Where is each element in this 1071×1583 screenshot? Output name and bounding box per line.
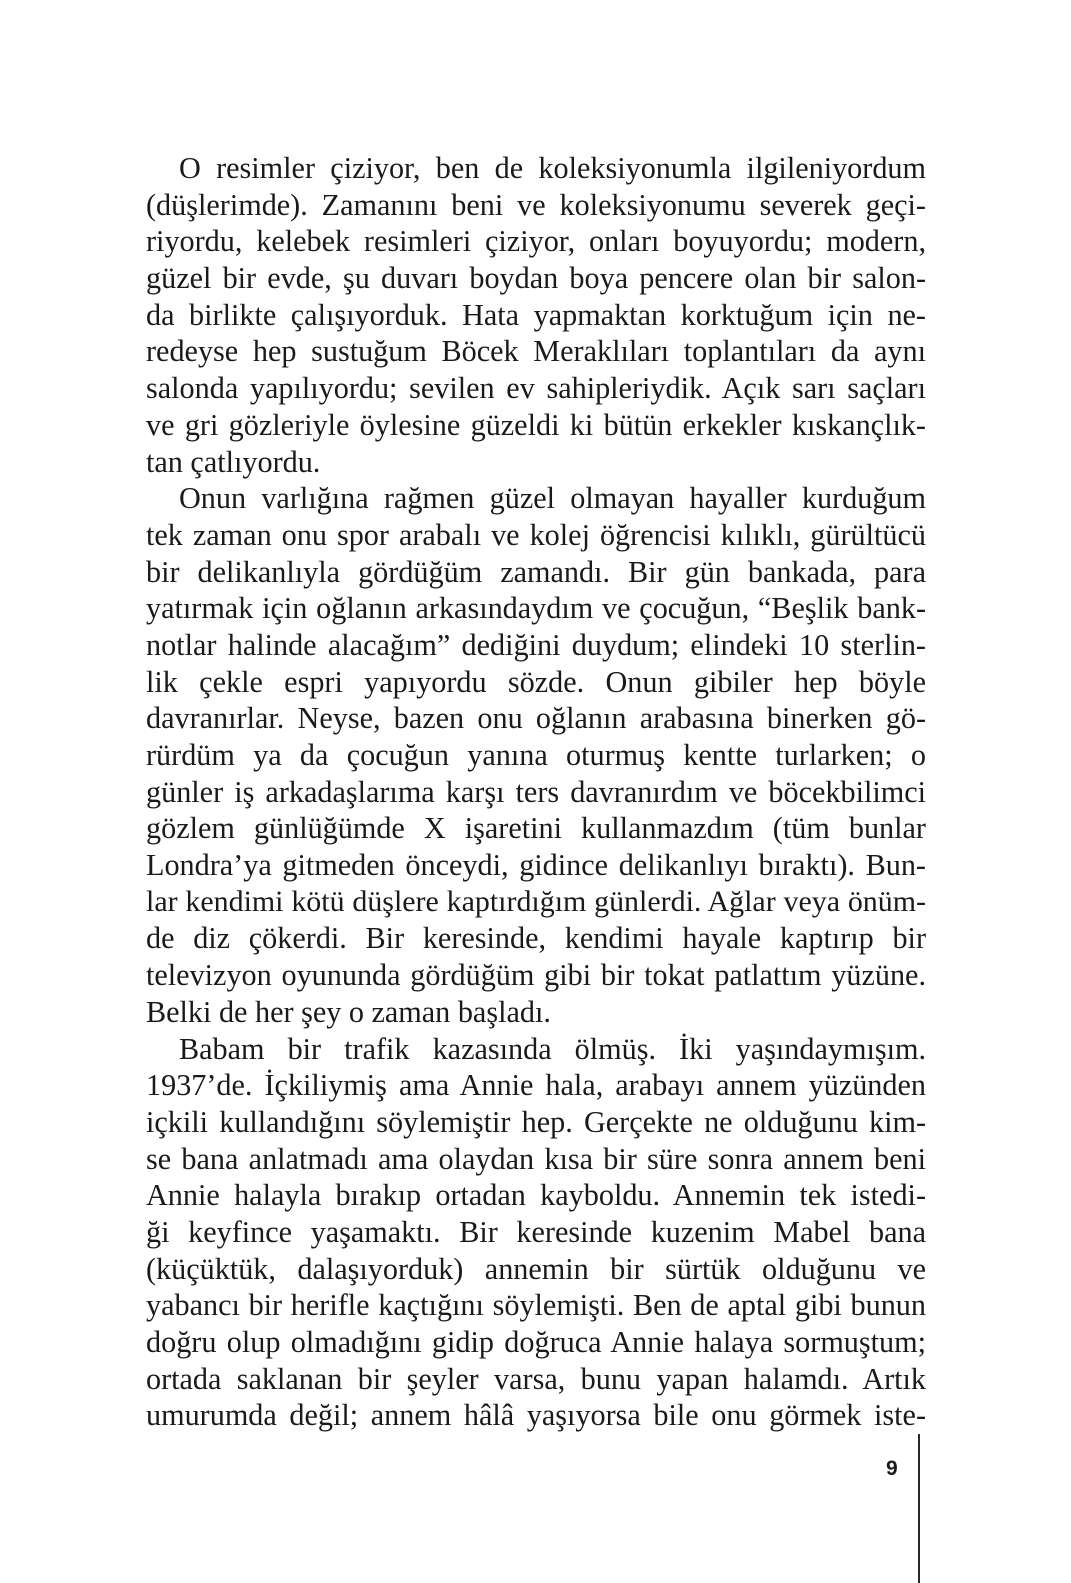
text-line: lik çekle espri yapıyordu sözde. Onun gibiler hep böyle: [146, 664, 926, 699]
text-line: Annie halayla bırakıp ortadan kayboldu. Annemin tek istedi-: [146, 1178, 926, 1213]
text-line: yabancı bir herifle kaçtığını söylemişti. Ben de aptal gibi bunun: [146, 1288, 926, 1323]
text-line: yatırmak için oğlanın arkasındaydım ve çocuğun, “Beşlik bank-: [146, 591, 926, 626]
text-line: ği keyfince yaşamaktı. Bir keresinde kuzenim Mabel bana: [146, 1214, 926, 1249]
text-line: bir delikanlıyla gördüğüm zamandı. Bir gün bankada, para: [146, 554, 926, 589]
text-line: davranırlar. Neyse, bazen onu oğlanın arabasına binerken gö-: [146, 701, 926, 736]
text-line: Londra’ya gitmeden önceydi, gidince delikanlıyı bıraktı). Bun-: [146, 848, 926, 883]
text-line: ortada saklanan bir şeyler varsa, bunu yapan halamdı. Artık: [146, 1361, 926, 1396]
text-line: tek zaman onu spor arabalı ve kolej öğrencisi kılıklı, gürültücü: [146, 517, 926, 552]
paragraph-2: [146, 480, 926, 1030]
text-line: ve gri gözleriyle öylesine güzeldi ki bütün erkekler kıskançlık-: [146, 407, 926, 442]
text-line: de diz çökerdi. Bir keresinde, kendimi hayale kaptırıp bir: [146, 921, 926, 956]
text-line: Babam bir trafik kazasında ölmüş. İki yaşındaymışım.: [179, 1031, 926, 1066]
text-line: lar kendimi kötü düşlere kaptırdığım günlerdi. Ağlar veya önüm-: [146, 884, 926, 918]
text-line: (düşlerimde). Zamanını beni ve koleksiyonumu severek geçi-: [146, 187, 926, 222]
text-line: salonda yapılıyordu; sevilen ev sahipleriydik. Açık sarı saçları: [146, 371, 926, 406]
page-number: 9: [886, 1457, 898, 1480]
text-line: notlar halinde alacağım” dediğini duydum; elindeki 10 sterlin-: [146, 627, 926, 662]
text-line: günler iş arkadaşlarıma karşı ters davranırdım ve böcekbilimci: [146, 774, 926, 809]
text-line: içkili kullandığını söylemiştir hep. Gerçekte ne olduğunu kim-: [146, 1104, 926, 1139]
page-body: [146, 150, 926, 1434]
text-line: se bana anlatmadı ama olaydan kısa bir süre sonra annem beni: [146, 1141, 926, 1176]
text-line: güzel bir evde, şu duvarı boydan boya pencere olan bir salon-: [146, 261, 926, 296]
text-line: tan çatlıyordu.: [146, 444, 321, 479]
text-line: redeyse hep sustuğum Böcek Meraklıları toplantıları da aynı: [146, 334, 926, 369]
text-line: Onun varlığına rağmen güzel olmayan hayaller kurduğum: [179, 481, 926, 516]
margin-rule: [918, 1434, 920, 1583]
text-line: 1937’de. İçkiliymiş ama Annie hala, arabayı annem yüzünden: [146, 1068, 926, 1103]
text-line: da birlikte çalışıyorduk. Hata yapmaktan korktuğum için ne-: [146, 297, 926, 332]
text-line: riyordu, kelebek resimleri çiziyor, onları boyuyordu; modern,: [146, 224, 926, 259]
text-line: doğru olup olmadığını gidip doğruca Annie halaya sormuştum;: [146, 1325, 926, 1359]
text-line: (küçüktük, dalaşıyorduk) annemin bir sürtük olduğunu ve: [146, 1251, 926, 1286]
text-line: Belki de her şey o zaman başladı.: [146, 994, 551, 1029]
text-line: rürdüm ya da çocuğun yanına oturmuş kentte turlarken; o: [146, 738, 926, 772]
text-line: umurumda değil; annem hâlâ yaşıyorsa bile onu görmek iste-: [146, 1398, 926, 1433]
text-line: gözlem günlüğümde X işaretini kullanmazdım (tüm bunlar: [146, 811, 926, 846]
paragraph-1: [146, 150, 926, 480]
paragraph-3: [146, 1031, 926, 1435]
text-line: O resimler çiziyor, ben de koleksiyonumla ilgileniyordum: [179, 151, 926, 185]
text-line: televizyon oyununda gördüğüm gibi bir tokat patlattım yüzüne.: [146, 958, 926, 993]
